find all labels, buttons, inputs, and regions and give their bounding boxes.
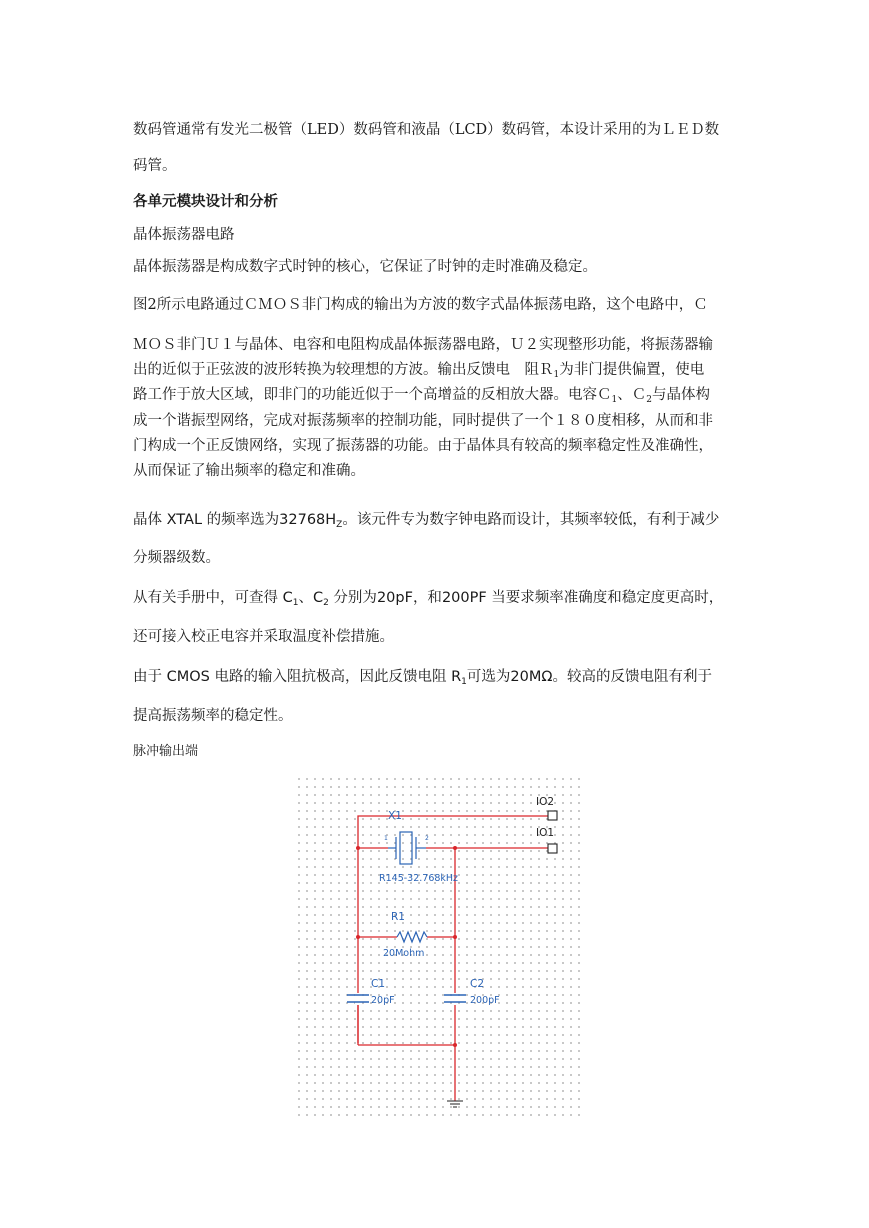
section-heading: 各单元模块设计和分析 (133, 194, 278, 210)
junction-crystal-right (453, 846, 457, 850)
c2-ref-label: C2 (470, 978, 485, 990)
c2-value-label: 200pF (470, 995, 500, 1006)
paragraph-circuit-line-6: 门构成一个正反馈网络，实现了振荡器的功能。由于晶体具有较高的频率稳定性及准确性， (133, 438, 713, 454)
capacitor-c2-symbol (444, 995, 466, 1002)
junction-resistor-right (453, 935, 457, 939)
paragraph-circuit-line-3: 出的近似于正弦波的波形转换为较理想的方波。输出反馈电 阻Ｒ$_1$为非门提供偏置，使电 (133, 362, 705, 380)
wire-left-top (358, 816, 548, 1043)
crystal-value-label: R145-32.768kHz (379, 873, 459, 884)
paragraph-xtal-line-1: 晶体 XTAL 的频率选为$32768H_Z$。该元件专为数字钟电路而设计，其频率较低，有利于减少 (133, 512, 720, 530)
port-io2-terminal (548, 811, 557, 820)
c1-ref-label: C1 (371, 978, 386, 990)
figure-caption: 脉冲输出端 (133, 744, 199, 759)
port-io1-terminal (548, 844, 557, 853)
crystal-body (400, 832, 412, 864)
c1-value-label: 20pF (371, 995, 395, 1006)
paragraph-display-types-line-1: 数码管通常有发光二极管（LED）数码管和液晶（LCD）数码管，本设计采用的为ＬＥＤ数 (133, 122, 720, 138)
paragraph-circuit-line-1: 图2所示电路通过ＣＭＯＳ非门构成的输出为方波的数字式晶体振荡电路，这个电路中，Ｃ (133, 297, 708, 313)
paragraph-circuit-line-5: 成一个谐振型网络，完成对振荡频率的控制功能，同时提供了一个１８０度相移，从而和非 (133, 413, 713, 429)
resistor-symbol (397, 932, 427, 942)
resistor-ref-label: R1 (391, 911, 405, 923)
paragraph-crystal-core: 晶体振荡器是构成数字式时钟的核心，它保证了时钟的走时准确及稳定。 (133, 259, 597, 275)
resistor-value-label: 20Mohm (383, 948, 425, 959)
junction-resistor-left (356, 935, 360, 939)
paragraph-circuit-line-4: 路工作于放大区域，即非门的功能近似于一个高增益的反相放大器。电容Ｃ$_1$、Ｃ$_2$与晶体构 (133, 387, 710, 405)
paragraph-capacitors-line-1: 从有关手册中，可查得 $C_1$、$C_2$ 分别为20pF，和200PF 当要求频率准确度和稳定度更高时， (133, 590, 724, 608)
subsection-heading: 晶体振荡器电路 (133, 227, 235, 243)
crystal-pin2-label: 2 (425, 835, 429, 842)
port-io1-label: IO1 (536, 827, 555, 839)
crystal-pin1-label: 1 (384, 835, 388, 842)
ground-icon (447, 1101, 463, 1107)
paragraph-xtal-line-2: 分频器级数。 (133, 550, 220, 566)
junction-ground (453, 1043, 457, 1047)
paragraph-capacitors-line-2: 还可接入校正电容并采取温度补偿措施。 (133, 629, 394, 645)
paragraph-display-types-line-2: 码管。 (133, 158, 177, 174)
paragraph-resistor-line-2: 提高振荡频率的稳定性。 (133, 708, 293, 724)
crystal-symbol (388, 832, 426, 864)
paragraph-circuit-line-2: ＭＯＳ非门Ｕ１与晶体、电容和电阻构成晶体振荡器电路，Ｕ２实现整形功能，将振荡器输 (133, 337, 713, 353)
crystal-ref-label: X1 (388, 810, 402, 822)
paragraph-resistor-line-1: 由于 CMOS 电路的输入阻抗极高，因此反馈电阻 $R_1$可选为20MΩ。较高的反馈电阻有利于 (133, 669, 712, 687)
port-io2-label: IO2 (536, 796, 555, 808)
crystal-oscillator-schematic (293, 773, 581, 1118)
schematic-drawing (293, 773, 581, 1118)
junction-crystal-left (356, 846, 360, 850)
paragraph-circuit-line-7: 从而保证了输出频率的稳定和准确。 (133, 463, 365, 479)
